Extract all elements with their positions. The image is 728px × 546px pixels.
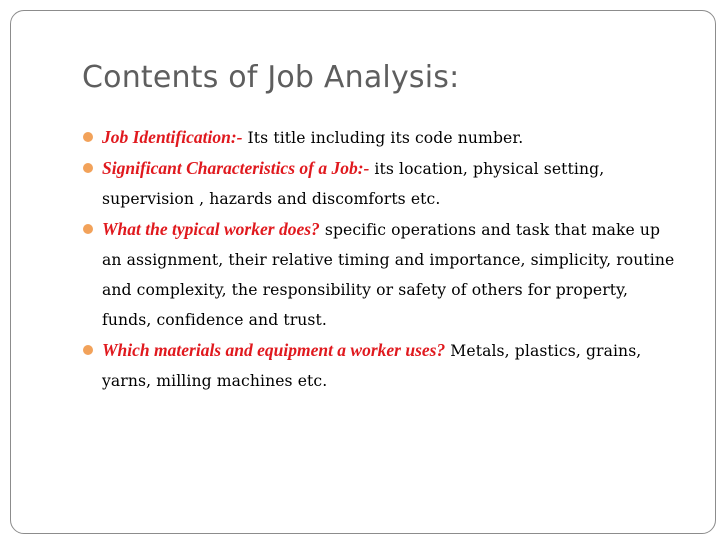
bullet-lead: Which materials and equipment a worker uses? xyxy=(102,340,446,360)
slide-title: Contents of Job Analysis: xyxy=(82,60,460,95)
bullet-lead: Job Identification:- xyxy=(102,127,243,147)
bullet-text: its location, physical setting, supervision , hazards and discomforts etc. xyxy=(102,160,605,208)
bullet-dot-icon xyxy=(83,132,93,142)
bullet-item-materials-equipment xyxy=(82,335,682,396)
bullet-list xyxy=(82,122,682,396)
bullet-text: specific operations and task that make up an assignment, their relative timing and importance, simplicity, routine and complexity, the responsibility or safety of others for property, funds, confidence and trust. xyxy=(102,221,675,329)
bullet-dot-icon xyxy=(83,224,93,234)
bullet-lead: Significant Characteristics of a Job:- xyxy=(102,158,370,178)
bullet-lead: What the typical worker does? xyxy=(102,219,320,239)
bullet-text: Its title including its code number. xyxy=(242,129,524,147)
bullet-item-typical-worker xyxy=(82,214,682,335)
bullet-text: Metals, plastics, grains, yarns, milling machines etc. xyxy=(102,342,642,390)
bullet-dot-icon xyxy=(83,163,93,173)
bullet-item-significant-characteristics xyxy=(82,153,682,214)
bullet-dot-icon xyxy=(83,345,93,355)
bullet-item-job-identification xyxy=(82,122,682,153)
